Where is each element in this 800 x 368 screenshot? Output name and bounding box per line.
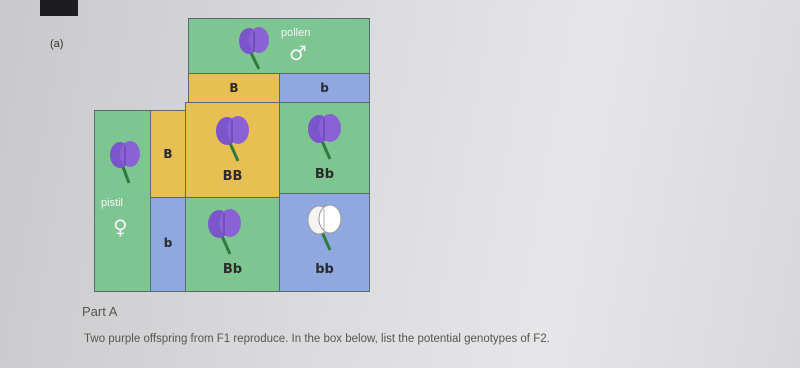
offspring-Bb-cell <box>185 197 280 292</box>
pistil-allele-B: B <box>163 147 173 161</box>
pistil-allele-b-cell <box>150 197 186 292</box>
pollen-allele-b-cell <box>279 73 370 103</box>
genotype-label: Bb <box>314 167 335 182</box>
pollen-header-cell <box>188 18 370 74</box>
offspring-BB-cell <box>185 102 280 198</box>
pollen-allele-B: B <box>229 81 239 95</box>
pollen-label: pollen <box>281 27 311 39</box>
dark-corner-tab <box>40 0 78 16</box>
pollen-allele-b: b <box>320 81 329 95</box>
pistil-allele-B-cell <box>150 110 186 198</box>
purple-flower-icon <box>109 139 143 185</box>
part-heading: Part A <box>82 304 118 319</box>
purple-flower-icon <box>237 25 273 71</box>
figure-part-label: (a) <box>50 38 64 50</box>
genotype-label: BB <box>222 169 243 184</box>
purple-flower-icon <box>214 115 252 163</box>
pistil-header-cell <box>94 110 152 292</box>
purple-flower-icon <box>306 113 344 161</box>
white-flower-icon <box>306 204 344 252</box>
pistil-label: pistil <box>101 197 124 209</box>
female-symbol-icon: ♀ <box>113 215 128 239</box>
offspring-Bb-cell <box>279 102 370 198</box>
genotype-label: Bb <box>222 262 243 277</box>
genotype-label: bb <box>315 262 334 277</box>
pistil-allele-b: b <box>163 236 173 250</box>
question-text: Two purple offspring from F1 reproduce. In the box below, list the potential genotypes of F2. <box>84 333 550 345</box>
pollen-allele-B-cell <box>188 73 280 103</box>
purple-flower-icon <box>206 208 244 256</box>
offspring-bb-cell <box>279 193 370 292</box>
male-symbol-icon: ♂ <box>289 41 307 65</box>
